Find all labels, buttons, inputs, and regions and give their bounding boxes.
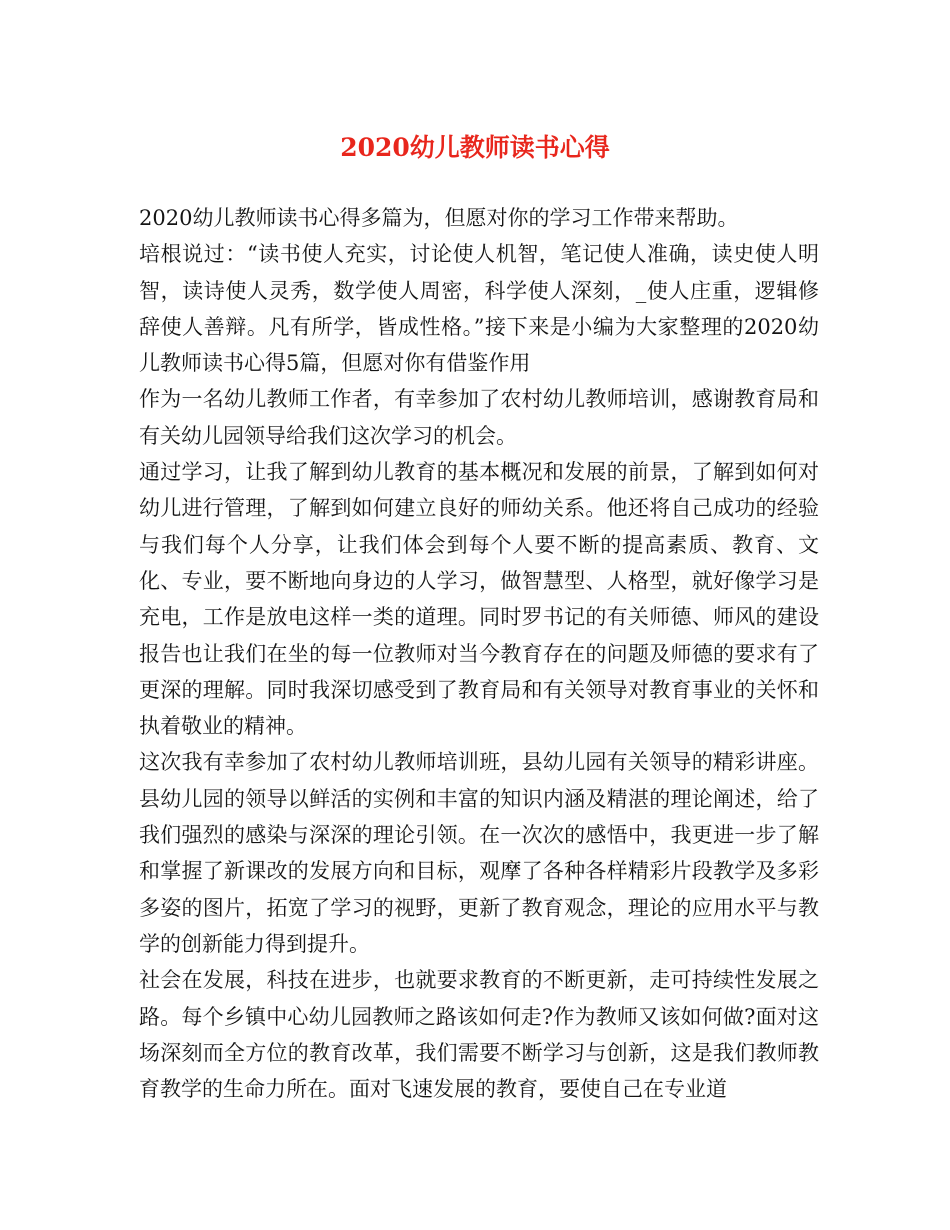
document-title: 2020幼儿教师读书心得 [340,133,610,162]
paragraph-quote: 培根说过：“读书使人充实，讨论使人机智，笔记使人准确，读史使人明智，读诗使人灵秀，数学使人周密，科学使人深刻，_使人庄重，逻辑修辞使人善辩。凡有所学，皆成性格。”接下来是小编为大家整理的2020幼儿教师读书心得5篇，但愿对你有借鉴作用 [139,242,819,376]
paragraph-development: 社会在发展，科技在进步，也就要求教育的不断更新，走可持续性发展之路。每个乡镇中心幼儿园教师之路该如何走?作为教师又该如何做?面对这场深刻而全方位的教育改革，我们需要不断学习与创新，这是我们教师教育教学的生命力所在。面对飞速发展的教育，要使自己在专业道 [139,968,819,1102]
paragraph-learning: 通过学习，让我了解到幼儿教育的基本概况和发展的前景，了解到如何对幼儿进行管理，了解到如何建立良好的师幼关系。他还将自己成功的经验与我们每个人分享，让我们体会到每个人要不断的提高素质、教育、文化、专业，要不断地向身边的人学习，做智慧型、人格型，就好像学习是充电，工作是放电这样一类的道理。同时罗书记的有关师德、师风的建设报告也让我们在坐的每一位教师对当今教育存在的问题及师德的要求有了更深的理解。同时我深切感受到了教育局和有关领导对教育事业的关怀和执着敬业的精神。 [139,460,819,739]
paragraph-intro: 2020幼儿教师读书心得多篇为，但愿对你的学习工作带来帮助。 [139,206,739,230]
paragraph-training: 作为一名幼儿教师工作者，有幸参加了农村幼儿教师培训，感谢教育局和有关幼儿园领导给我们这次学习的机会。 [139,387,819,448]
paragraph-lecture: 这次我有幸参加了农村幼儿教师培训班，县幼儿园有关领导的精彩讲座。县幼儿园的领导以鲜活的实例和丰富的知识内涵及精湛的理论阐述，给了我们强烈的感染与深深的理论引领。在一次次的感悟中，我更进一步了解和掌握了新课改的发展方向和目标，观摩了各种各样精彩片段教学及多彩多姿的图片，拓宽了学习的视野，更新了教育观念，理论的应用水平与教学的创新能力得到提升。 [139,750,819,956]
document-body [139,200,819,1107]
